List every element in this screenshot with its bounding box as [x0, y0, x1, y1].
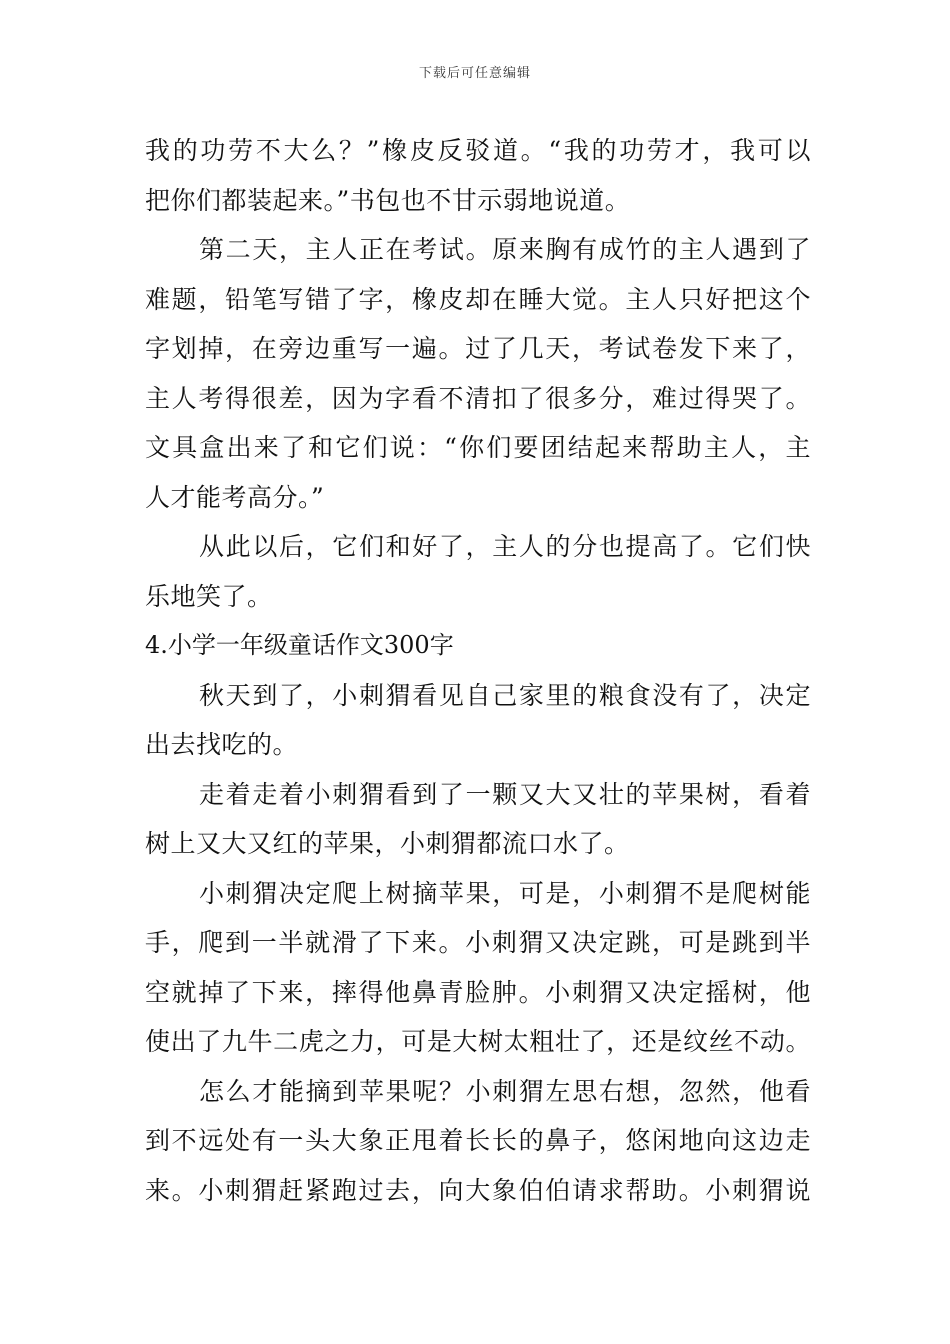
page-header: 下载后可任意编辑 [418, 66, 531, 81]
text-line: 手，爬到一半就滑了下来。小刺猬又决定跳，可是跳到半 [145, 928, 811, 957]
text-line: 到不远处有一头大象正甩着长长的鼻子，悠闲地向这边走 [145, 1126, 811, 1155]
text-line: 从此以后，它们和好了，主人的分也提高了。它们快 [199, 532, 811, 561]
text-line: 怎么才能摘到苹果呢？小刺猬左思右想，忽然，他看 [199, 1076, 811, 1106]
document-body [145, 126, 811, 1215]
text-line: 使出了九牛二虎之力，可是大树太粗壮了，还是纹丝不动。 [145, 1027, 811, 1056]
text-line: 把你们都装起来。”书包也不甘示弱地说道。 [145, 185, 631, 215]
text-line: 文具盒出来了和它们说：“你们要团结起来帮助主人，主 [145, 433, 811, 462]
text-line: 字划掉，在旁边重写一遍。过了几天，考试卷发下来了， [145, 334, 811, 363]
text-line: 人才能考高分。” [145, 482, 325, 512]
section-heading: 4.小学一年级童话作文300字 [145, 631, 454, 659]
text-line: 秋天到了，小刺猬看见自己家里的粮食没有了，决定 [199, 680, 811, 710]
text-line: 主人考得很差，因为字看不清扣了很多分，难过得哭了。 [145, 383, 811, 413]
text-line: 难题，铅笔写错了字，橡皮却在睡大觉。主人只好把这个 [145, 284, 811, 314]
text-line: 走着走着小刺猬看到了一颗又大又壮的苹果树，看着 [199, 779, 811, 809]
text-line: 小刺猬决定爬上树摘苹果，可是，小刺猬不是爬树能 [199, 878, 811, 908]
text-line: 空就掉了下来，摔得他鼻青脸肿。小刺猬又决定摇树，他 [145, 977, 811, 1007]
text-line: 出去找吃的。 [145, 730, 299, 759]
text-line: 第二天，主人正在考试。原来胸有成竹的主人遇到了 [199, 235, 811, 264]
text-line: 来。小刺猬赶紧跑过去，向大象伯伯请求帮助。小刺猬说 [145, 1175, 811, 1205]
text-line: 我的功劳不大么？”橡皮反驳道。“我的功劳才，我可以 [145, 136, 811, 165]
text-line: 乐地笑了。 [145, 581, 273, 611]
text-line: 树上又大又红的苹果，小刺猬都流口水了。 [145, 829, 630, 858]
